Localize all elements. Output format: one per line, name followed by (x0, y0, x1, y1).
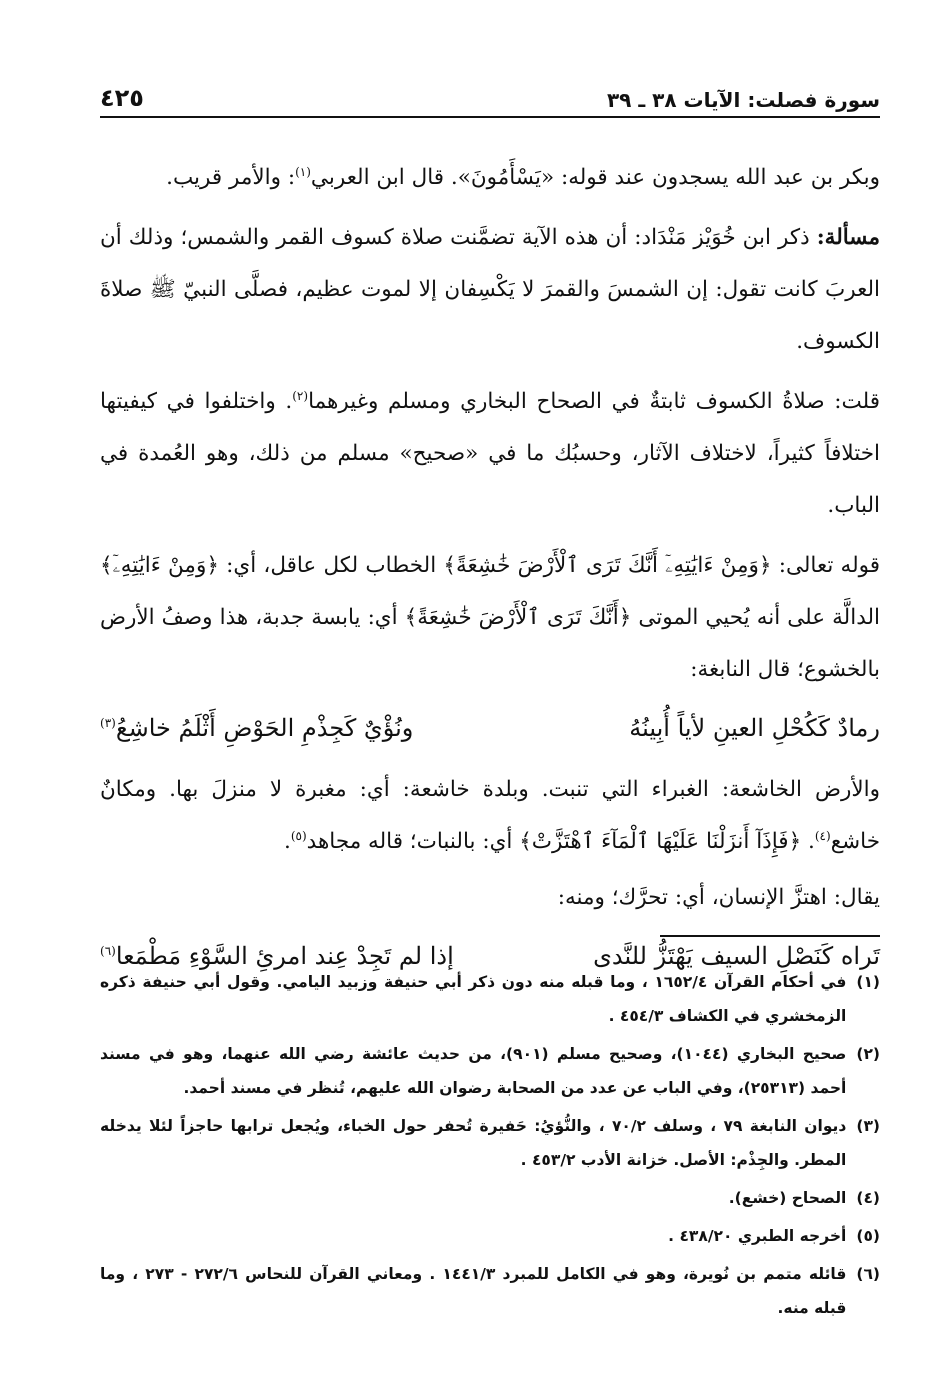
footnote-6-text: قائله متمم بن نُويرة، وهو في الكامل للمبرد ١٤٤١/٣ . ومعاني القرآن للنحاس ٢٧٢/٦ - ٢٧٣ ، وما قبله منه. (100, 1265, 847, 1317)
footnote-4-number: (٤) (856, 1189, 880, 1207)
paragraph-2-text: ذكر ابن خُوَيْز مَنْدَاد: أن هذه الآية تضمَّنت صلاة كسوف القمر والشمس؛ وذلك أن العربَ كانت تقول: إن الشمسَ والقمرَ لا يَكْسِفان إلا لموت عظيم، فصلَّى النبيّ ﷺ صلاةَ الكسوف. (100, 225, 880, 354)
footnote-ref-5: (٥) (290, 828, 307, 843)
footnote-separator (660, 935, 880, 937)
footnote-ref-4: (٤) (814, 828, 831, 843)
footnotes (100, 965, 880, 1329)
paragraph-5 (100, 764, 880, 868)
footnote-6-number: (٦) (856, 1265, 880, 1283)
paragraph-5-text-2: . ﴿فَإِذَآ أَنزَلْنَا عَلَيْهَا ٱلْمَآءَ ٱهْتَزَّتْ﴾ أي: بالنبات؛ قاله مجاهد (306, 829, 815, 854)
footnote-2 (100, 1037, 880, 1105)
paragraph-4-text: قوله تعالى: ﴿وَمِنْ ءَايَٰتِهِۦٓ أَنَّكَ تَرَى ٱلْأَرْضَ خَٰشِعَةً﴾ الخطاب لكل عاقل، أي: ﴿وَمِنْ ءَايَٰتِهِۦٓ﴾ الدالَّة على أنه يُحيي الموتى ﴿أَنَّكَ تَرَى ٱلْأَرْضَ خَٰشِعَةً﴾ أي: يابسة جدبة، هذا وصفُ الأرض بالخشوع؛ قال النابغة: (100, 553, 880, 682)
footnote-3-text: ديوان النابغة ٧٩ ، وسلف ٧٠/٢ ، والنُّؤيُ: حَفيرة تُحفر حول الخباء، ويُجعل ترابها حاجزاً لئلا يدخله المطر. والجِذْم: الأصل. خزانة الأدب ٤٥٣/٢ . (100, 1117, 847, 1169)
footnote-1-number: (١) (856, 973, 880, 991)
verse-2-left-hemistich: إذا لم تَجِدْ عِند امرئِ السَّوْءِ مَطْمَعا (115, 942, 454, 970)
paragraph-3-tail: . واختلفوا في كيفيتها اختلافاً كثيراً، لاختلاف الآثار، وحسبُك ما في «صحيح» مسلم من ذلك، وهو العُمدة في الباب. (100, 389, 880, 518)
masala-label: مسألة: (816, 225, 880, 250)
paragraph-1-text: وبكر بن عبد الله يسجدون عند قوله: «يَسْأَمُونَ». قال ابن العربي (310, 165, 880, 190)
paragraph-3 (100, 376, 880, 532)
page-header (100, 78, 880, 118)
paragraph-5-text-3: . (283, 829, 291, 854)
footnote-2-number: (٢) (856, 1045, 880, 1063)
paragraph-5-text-1: والأرض الخاشعة: الغبراء التي تنبت. وبلدة خاشعة: أي: مغبرة لا منزلَ بها. ومكانٌ خاشع (100, 777, 880, 854)
verse-2-right-hemistich: تَراه كَنَصْلِ السيف يَهْتَزُّ للنَّدى (593, 942, 880, 970)
paragraph-1 (100, 152, 880, 204)
main-text (100, 152, 880, 992)
poetry-verse-1 (100, 700, 880, 756)
paragraph-4 (100, 540, 880, 696)
running-title: سورة فصلت: الآيات ٣٨ ـ ٣٩ (606, 88, 880, 112)
footnote-2-text: صحيح البخاري (١٠٤٤)، وصحيح مسلم (٩٠١)، من حديث عائشة رضي الله عنهما، وهو في مسند أحمد (٢٥٣١٣)، وفي الباب عن عدد من الصحابة رضوان الله عليهم، تُنظر في مسند أحمد. (100, 1045, 847, 1097)
footnote-5-number: (٥) (856, 1227, 880, 1245)
footnote-3 (100, 1109, 880, 1177)
page-number: ٤٢٥ (100, 84, 144, 112)
footnote-4-text: الصحاح (خشع). (728, 1189, 847, 1207)
footnote-1-text: في أحكام القرآن ١٦٥٢/٤ ، وما قبله منه دون ذكر أبي حنيفة وزبيد اليامي. وقول أبي حنيفة ذكره الزمخشري في الكشاف ٤٥٤/٣ . (100, 973, 847, 1025)
footnote-5 (100, 1219, 880, 1253)
footnote-6 (100, 1257, 880, 1325)
footnote-3-number: (٣) (856, 1117, 880, 1135)
paragraph-3-text: قلت: صلاةُ الكسوف ثابتةٌ في الصحاح البخاري ومسلم وغيرهما (308, 389, 881, 414)
paragraph-1-tail: : والأمر قريب. (166, 165, 296, 190)
footnote-5-text: أخرجه الطبري ٤٣٨/٢٠ . (668, 1227, 847, 1245)
paragraph-6 (100, 872, 880, 924)
footnote-1 (100, 965, 880, 1033)
footnote-ref-2: (٢) (292, 388, 309, 403)
verse-1-right-hemistich: رمادٌ كَكُحْلِ العينِ لأياً أُبِينُهُ (629, 714, 880, 742)
footnote-4 (100, 1181, 880, 1215)
verse-1-left-hemistich-wrap (100, 700, 413, 756)
footnote-ref-3: (٣) (100, 716, 116, 730)
verse-1-left-hemistich: ونُؤْيٌ كَجِذْمِ الحَوْضِ أَثْلَمُ خاشِعُ (115, 714, 414, 742)
footnote-ref-1: (١) (295, 164, 311, 179)
footnote-ref-6: (٦) (100, 944, 116, 958)
paragraph-2 (100, 212, 880, 368)
paragraph-6-text: يقال: اهتزَّ الإنسان، أي: تحرَّك؛ ومنه: (557, 885, 880, 910)
